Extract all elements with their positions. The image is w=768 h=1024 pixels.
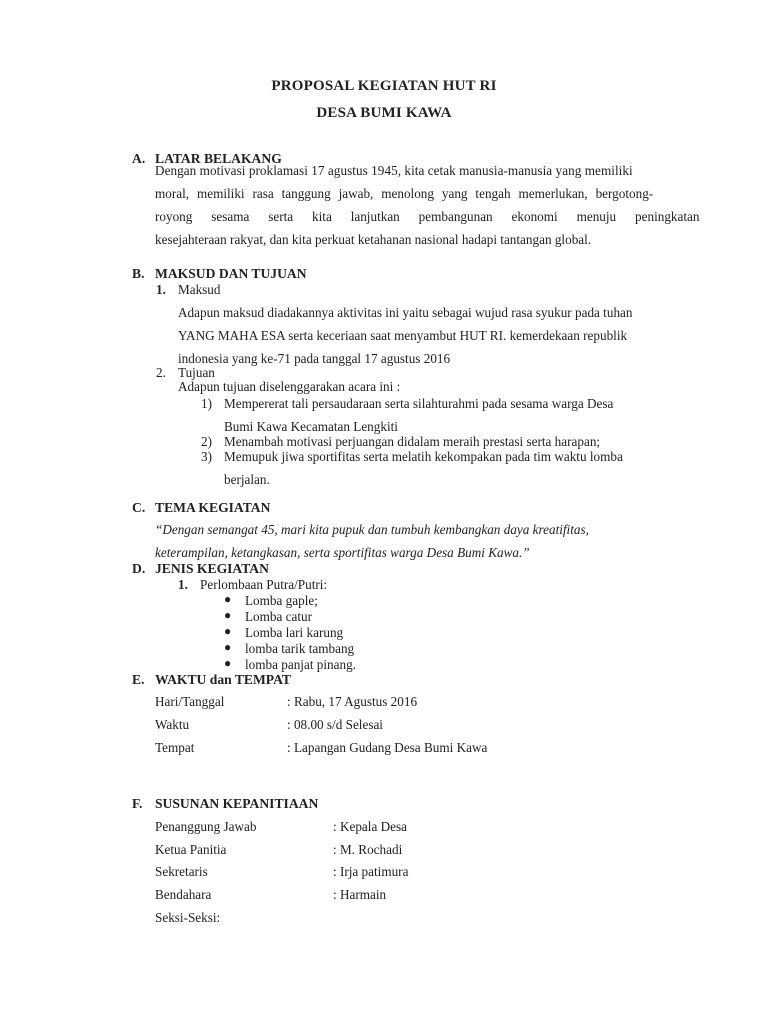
schedule-value: : Lapangan Gudang Desa Bumi Kawa — [287, 740, 488, 755]
section-b-subitem1-number: 1) — [201, 396, 212, 411]
section-a-body — [155, 159, 700, 251]
bullet-item: Lomba gaple; — [245, 593, 318, 608]
section-b-item1-body — [178, 301, 633, 370]
section-f-heading — [132, 796, 318, 812]
schedule-label: Waktu — [155, 717, 190, 732]
section-c-quote-line1: “Dengan semangat 45, mari kita pupuk dan tumbuh kembangkan daya kreatifitas, — [155, 522, 589, 537]
committee-label: Seksi-Seksi: — [155, 910, 221, 925]
bullet-item: lomba panjat pinang. — [245, 657, 356, 672]
committee-label: Sekretaris — [155, 864, 208, 879]
committee-value: : M. Rochadi — [333, 842, 403, 857]
document-title: PROPOSAL KEGIATAN HUT RI — [271, 78, 497, 94]
section-c-title: TEMA KEGIATAN — [155, 500, 271, 515]
section-b-subitem2-line1: Menambah motivasi perjuangan didalam meraih prestasi serta harapan; — [224, 434, 601, 449]
section-a-title: LATAR BELAKANG — [155, 151, 282, 166]
section-b-subitem3-line1: Memupuk jiwa sportifitas serta melatih kekompakan pada tim waktu lomba — [224, 449, 623, 464]
section-c-letter: C. — [132, 500, 146, 515]
section-c-quote-line2: keterampilan, ketangkasan, serta sportifitas warga Desa Bumi Kawa.” — [155, 545, 530, 560]
section-d-heading — [132, 561, 269, 577]
section-b-item1-line: Adapun maksud diadakannya aktivitas ini yaitu sebagai wujud rasa syukur pada tuhan — [178, 305, 633, 320]
section-b-subitem3-number: 3) — [201, 449, 212, 464]
schedule-value: : 08.00 s/d Selesai — [287, 717, 383, 732]
section-b-subitem1-line1: Mempererat tali persaudaraan serta silahturahmi pada sesama warga Desa — [224, 396, 614, 411]
bullet-icon: ● — [224, 624, 232, 638]
section-b-subitem2-number: 2) — [201, 434, 212, 449]
committee-label: Penanggung Jawab — [155, 819, 257, 834]
section-b-item2-label: Tujuan — [178, 365, 215, 380]
section-b-heading — [132, 266, 307, 282]
schedule-label: Tempat — [155, 740, 195, 755]
section-b-item1-number: 1. — [156, 282, 166, 297]
document-subtitle: DESA BUMI KAWA — [316, 105, 452, 121]
committee-value: : Kepala Desa — [333, 819, 407, 834]
section-d-letter: D. — [132, 561, 146, 576]
section-b-subitem1-line2: Bumi Kawa Kecamatan Lengkiti — [224, 419, 398, 434]
bullet-item: Lomba catur — [245, 609, 313, 624]
schedule-label: Hari/Tanggal — [155, 694, 225, 709]
bullet-item: lomba tarik tambang — [245, 641, 355, 656]
bullet-icon: ● — [224, 640, 232, 654]
section-b-item1-label: Maksud — [178, 282, 221, 297]
section-b-item1-line: YANG MAHA ESA serta keceriaan saat menyambut HUT RI. kemerdekaan republik — [178, 328, 628, 343]
committee-label: Ketua Panitia — [155, 842, 227, 857]
bullet-icon: ● — [224, 608, 232, 622]
section-a-line: kesejahteraan rakyat, dan kita perkuat ketahanan nasional hadapi tantangan global. — [155, 232, 592, 247]
section-d-title: JENIS KEGIATAN — [155, 561, 269, 576]
section-b-item1-line: indonesia yang ke-71 pada tanggal 17 agustus 2016 — [178, 351, 451, 366]
committee-label: Bendahara — [155, 887, 212, 902]
section-b-letter: B. — [132, 266, 145, 281]
section-a-letter: A. — [132, 151, 146, 166]
section-f-letter: F. — [132, 796, 143, 811]
section-d-item1-number: 1. — [178, 577, 188, 592]
committee-value: : Harmain — [333, 887, 387, 902]
section-b-subitem3-line2: berjalan. — [224, 472, 270, 487]
schedule-value: : Rabu, 17 Agustus 2016 — [287, 694, 418, 709]
bullet-icon: ● — [224, 592, 232, 606]
section-e-title: WAKTU dan TEMPAT — [155, 672, 291, 687]
section-d-item1-label: Perlombaan Putra/Putri: — [200, 577, 328, 592]
section-b-item2-intro: Adapun tujuan diselenggarakan acara ini : — [178, 379, 401, 394]
bullet-item: Lomba lari karung — [245, 625, 344, 640]
bullet-icon: ● — [224, 656, 232, 670]
section-e-heading — [132, 672, 291, 688]
section-a-line: Dengan motivasi proklamasi 17 agustus 1945, kita cetak manusia-manusia yang memiliki — [155, 163, 633, 178]
section-b-item2-number: 2. — [156, 365, 166, 380]
section-b-title: MAKSUD DAN TUJUAN — [155, 266, 307, 281]
section-a-line: royong sesama serta kita lanjutkan pembangunan ekonomi menuju peningkatan — [155, 209, 700, 224]
section-a-line: moral, memiliki rasa tanggung jawab, menolong yang tengah memerlukan, bergotong- — [155, 186, 654, 201]
section-c-heading — [132, 500, 270, 516]
committee-value: : Irja patimura — [333, 864, 409, 879]
section-f-title: SUSUNAN KEPANITIAAN — [155, 796, 319, 811]
section-e-letter: E. — [132, 672, 145, 687]
